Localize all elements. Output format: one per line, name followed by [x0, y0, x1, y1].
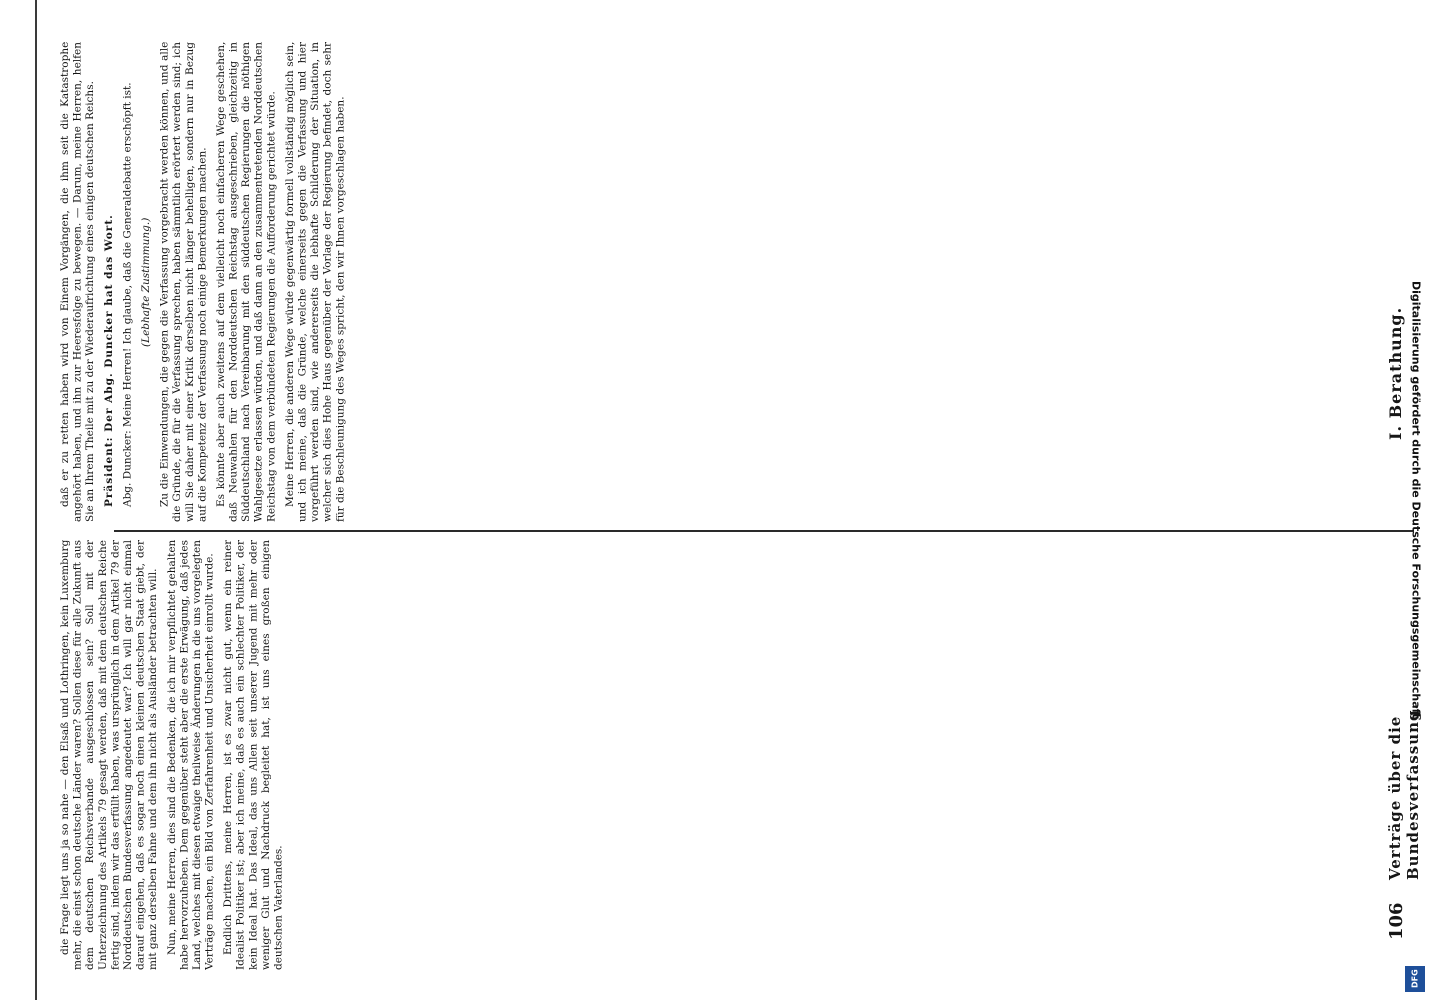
paragraph: Zu die Einwendungen, die gegen die Verfassung vorgebracht werden können, und alle die Gründe, die für die Verfassung sprechen, haben sämmtlich erörtert werden sind; ich will Sie daher mit einer Kritik derselben nicht länger behelligen, sondern nur in Bezug auf die Kompetenz der Verfassung noch einige Bemerkungen machen. — [158, 42, 209, 522]
running-title-left: Verträge über die Bundesverfassung. — [1386, 703, 1422, 880]
header-rule — [35, 0, 37, 1000]
paragraph: Endlich Drittens, meine Herren, ist es zwar nicht gut, wenn ein reiner Idealist Politiker ist; aber ich meine, daß es auch ein schlechter Politiker, der kein Ideal hat. Das Ideal, das uns Allen seit unserer Jugend mit mehr oder weniger Glut und Nachdruck begleitet hat, ist uns eines großen einigen deutschen Vaterlandes. — [222, 540, 285, 970]
text-column-right — [59, 42, 1264, 522]
running-title-right: I. Berathung. — [1386, 306, 1405, 440]
page-number: 106 — [1386, 902, 1407, 940]
credit-text: Digitalisierung gefördert durch die Deutsche Forschungsgemeinschaft — [1409, 281, 1423, 719]
paragraph: Nun, meine Herren, dies sind die Bedenken, die ich mir verpflichtet gehalten habe hervorzuheben. Dem gegenüber steht aber die erste Erwägung, daß jedes Land, welches mit diesen etwaige theilweise Änderungen in die uns vorgelegten Verträge machen, ein Bild von Zerfahrenheit und Unsicherheit einrollt wurde. — [165, 540, 216, 970]
text-column-left — [59, 540, 1264, 970]
dfg-logo-icon: DFG — [1405, 966, 1425, 992]
paragraph: die Frage liegt uns ja so nahe — den Elsaß und Lothringen, kein Luxemburg mehr, die einst schon deutsche Länder waren? Sollen diese für alle Zukunft aus dem deutschen Reichsverbande ausgeschlossen sein? Soll mit der Unterzeichnung des Artikels 79 gesagt werden, daß mit dem deutschen Reiche fertig sind, indem wir das erfüllt haben, was ursprünglich in dem Artikel 79 der Norddeutschen Bundesverfassung angedeutet war? Ich will gar nicht einmal darauf eingehen, daß es sogar noch einen kleinen deutschen Staat giebt, der mit ganz derselben Fahne und dem ihn nicht als Ausländer betrachten will. — [59, 540, 160, 970]
speaker-line: Präsident: Der Abg. Duncker hat das Wort. — [102, 214, 115, 508]
paragraph: Abg. Duncker: Meine Herren! Ich glaube, daß die Generaldebatte erschöpft ist. — [121, 82, 134, 508]
stage-direction: (Lebhafte Zustimmung.) — [139, 217, 152, 347]
paragraph: daß er zu retten haben wird von Einem Vorgängen, die ihm seit die Katastrophe angehört haben, und ihn zur Heeresfolge zu bewegen. — Darum, meine Herren, helfen Sie an Ihrem Theile mit zu der Wiederaufrichtung eines einigen deutschen Reichs. — [59, 42, 97, 522]
digitization-credit — [1404, 0, 1428, 1000]
column-divider — [114, 530, 1414, 532]
paragraph: Meine Herren, die anderen Wege würde gegenwärtig formell vollständig möglich sein, und ich meine, daß die Gründe, welche einerseits gegen die Verfassung und hier vorgeführt werden sind, wie andererseits die lebhafte Schilderung der Situation, in welcher sich dies Hohe Haus gegenüber der Vorlage der Regierung befindet, doch sehr für die Beschleunigung des Weges spricht, den wir Ihnen vorgeschlagen haben. — [283, 42, 347, 522]
paragraph: Es könnte aber auch zweitens auf dem vielleicht noch einfacheren Wege geschehen, daß Neuwahlen für den Norddeutschen Reichstag ausgeschrieben, gleichzeitig in Süddeutschland nach Vereinbarung mit den süddeutschen Regierungen die nöthigen Wahlgesetze erlassen würden, und daß dann an den zusammentretenden Norddeutschen Reichstag von dem verbündeten Regierungen die Aufforderung gerichtet würde. — [214, 42, 278, 522]
